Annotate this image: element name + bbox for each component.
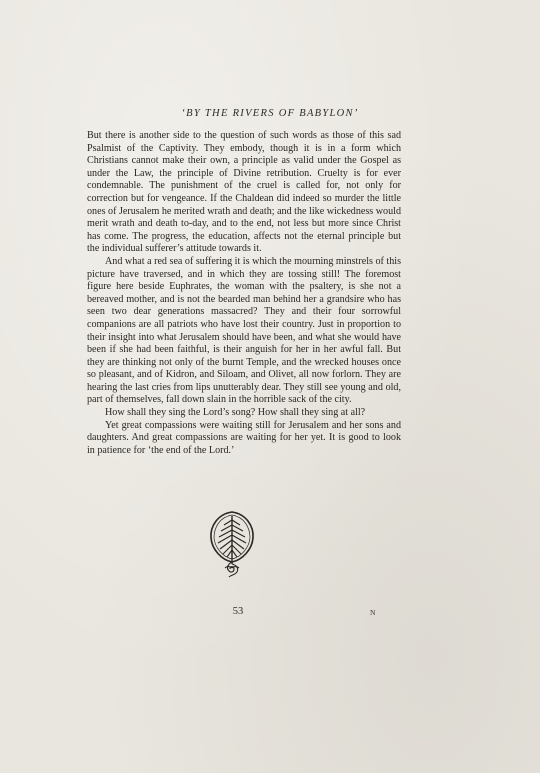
- paragraph: And what a red sea of suffering it is which the mourning minstrels of this picture have traversed, and in which they are tossing still! The foremost figure here beside Euphrates, the woman with the psaltery, is she not a bereaved mother, and is not the bearded man behind her a grandsire who has seen two dear generations massacred? They and their four sorrowful companions are all patriots who have lost their country. Just in proportion to their insight into what Jerusalem should have been, and what she would have been if she had been faithful, is their anguish for her in her awful fall. But they are thinking not only of the burnt Temple, and the wrecked houses once so pleasant, and of Kidron, and Siloam, and Olivet, all now forlorn. They are hearing the last cries from lips unutterably dear. They still see young and old, part of themselves, fall down slain in the horrible sack of the city.: [87, 255, 401, 406]
- paragraph: But there is another side to the question of such words as those of this sad Psalmist of the Captivity. They embody, though it is in a form which Christians cannot make their own, a principle as valid under the Gospel as under the Law, the principle of Divine retribution. Cruelty is for ever condemnable. The punishment of the cruel is called for, not only for correction but for vengeance. If the Chaldean did indeed so murder the little ones of Jerusalem he merited wrath and death; and the like wickedness would merit wrath and death to-day, and to the end, not less but more since Christ has come. The progress, the education, affects not the eternal principle but the individual sufferer’s attitude towards it.: [87, 130, 401, 255]
- running-head: ‘BY THE RIVERS OF BABYLON’: [181, 108, 359, 119]
- paragraph: How shall they sing the Lord’s song? How shall they sing at all?: [105, 407, 366, 419]
- body-text: [87, 130, 401, 457]
- paragraph: Yet great compassions were waiting still for Jerusalem and her sons and daughters. And great compassions are waiting for her yet. It is good to look in patience for ‘the end of the Lord.’: [87, 419, 401, 456]
- page-number: 53: [232, 606, 244, 617]
- signature-mark: N: [370, 608, 376, 617]
- fleuron-ornament-icon: [208, 508, 256, 580]
